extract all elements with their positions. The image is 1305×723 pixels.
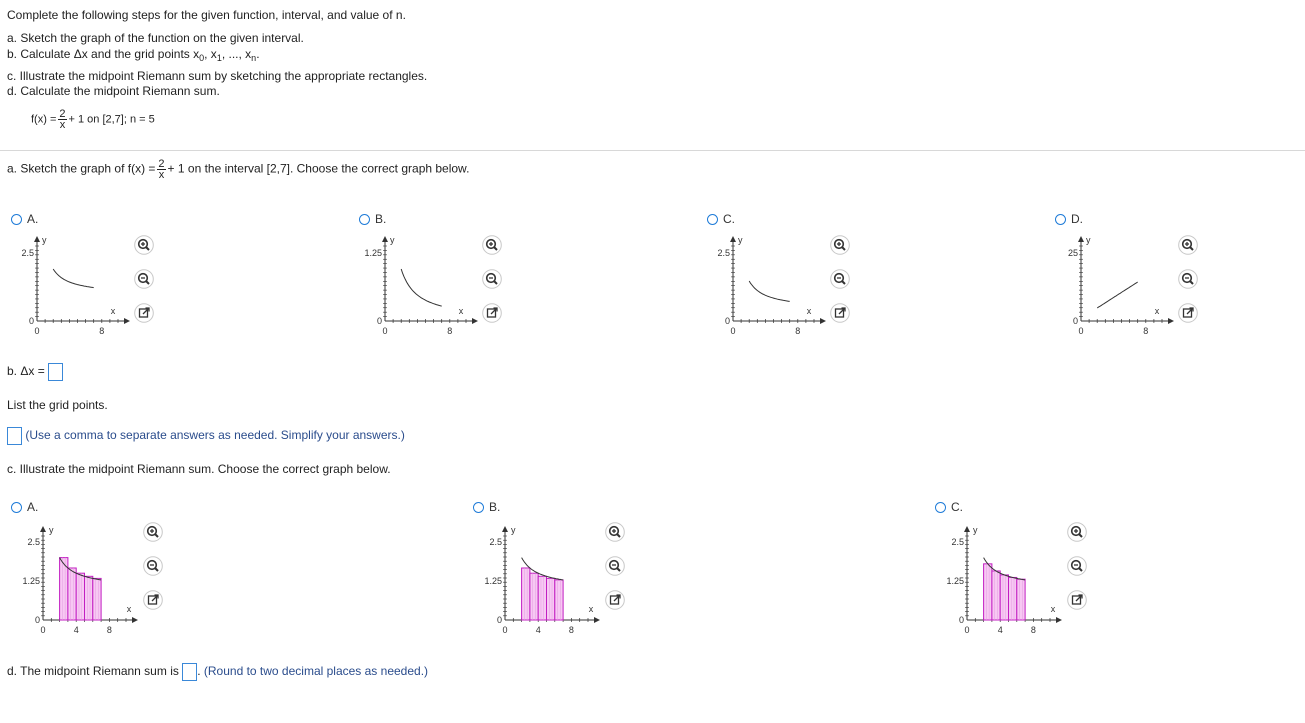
part-a-graph-b	[360, 232, 490, 342]
y-tick-label-zero: 0	[958, 615, 964, 625]
zoom-in-icon[interactable]	[134, 235, 154, 255]
y-axis-label: y	[511, 525, 516, 535]
part-d-row: d. The midpoint Riemann sum is . (Round to two decimal places as needed.)	[7, 663, 428, 681]
riemann-rectangle	[76, 573, 84, 620]
zoom-out-icon[interactable]	[1067, 556, 1087, 576]
part-a-option-b[interactable]: B.	[359, 212, 386, 226]
radio-button[interactable]	[359, 214, 370, 225]
function-curve	[53, 269, 93, 288]
riemann-rectangle	[547, 578, 555, 620]
x-tick-label-0: 0	[1078, 326, 1084, 336]
zoom-in-icon[interactable]	[482, 235, 502, 255]
x-tick-label-0: 0	[964, 625, 970, 635]
radio-button[interactable]	[935, 502, 946, 513]
y-axis-arrow	[964, 526, 970, 532]
y-axis-label: y	[390, 235, 395, 245]
y-tick-label-zero: 0	[376, 316, 382, 326]
y-axis-label: y	[738, 235, 743, 245]
x-tick-label-8: 8	[447, 326, 453, 336]
riemann-rectangle	[522, 568, 530, 620]
part-c-graph-a	[12, 518, 152, 633]
y-tick-label-zero: 0	[724, 316, 730, 326]
step-a-text: a. Sketch the graph of the function on the given interval.	[7, 31, 304, 45]
riemann-rectangle	[93, 578, 101, 620]
riemann-rectangle	[1017, 579, 1025, 620]
part-c-option-b[interactable]: B.	[473, 500, 500, 514]
x-tick-label-0: 0	[382, 326, 388, 336]
zoom-in-icon[interactable]	[605, 522, 625, 542]
x-axis-label: x	[806, 306, 812, 316]
part-c-prompt: c. Illustrate the midpoint Riemann sum. Choose the correct graph below.	[7, 462, 391, 476]
radio-button[interactable]	[473, 502, 484, 513]
x-axis-arrow	[132, 617, 138, 623]
y-tick-label-top: 2.5	[717, 248, 730, 258]
riemann-rectangle	[1009, 577, 1017, 620]
zoom-out-icon[interactable]	[830, 269, 850, 289]
grid-points-answer-box[interactable]	[7, 427, 22, 445]
open-external-icon[interactable]	[1178, 303, 1198, 323]
y-axis-label: y	[973, 525, 978, 535]
y-tick-label-top: 2.5	[951, 537, 964, 547]
x-tick-label-8: 8	[106, 625, 112, 635]
y-tick-label-top: 2.5	[489, 537, 502, 547]
function-curve	[749, 281, 790, 301]
function-curve	[1097, 282, 1138, 308]
riemann-rectangle	[555, 580, 563, 620]
x-tick-label-0: 0	[730, 326, 736, 336]
function-curve	[401, 269, 442, 306]
x-tick-label-8: 8	[1143, 326, 1149, 336]
step-d-text: d. Calculate the midpoint Riemann sum.	[7, 84, 220, 98]
part-a-graph-c	[708, 232, 838, 342]
zoom-out-icon[interactable]	[134, 269, 154, 289]
y-axis-arrow	[40, 526, 46, 532]
section-divider	[0, 150, 1305, 151]
part-a-graph-d	[1056, 232, 1186, 342]
open-external-icon[interactable]	[605, 590, 625, 610]
x-tick-label-4: 4	[73, 625, 79, 635]
part-a-option-c[interactable]: C.	[707, 212, 735, 226]
part-c-option-a[interactable]: A.	[11, 500, 38, 514]
riemann-sum-hint: (Round to two decimal places as needed.)	[203, 664, 429, 679]
y-tick-label-mid: 1.25	[484, 576, 502, 586]
zoom-out-icon[interactable]	[143, 556, 163, 576]
riemann-rectangle	[68, 568, 76, 620]
riemann-rectangle	[85, 576, 93, 620]
x-tick-label-4: 4	[997, 625, 1003, 635]
y-tick-label-mid: 1.25	[946, 576, 964, 586]
zoom-in-icon[interactable]	[1067, 522, 1087, 542]
riemann-rectangle	[992, 571, 1000, 620]
y-axis-arrow	[34, 236, 40, 242]
x-axis-arrow	[1168, 318, 1174, 324]
y-axis-arrow	[502, 526, 508, 532]
riemann-sum-answer-box[interactable]	[182, 663, 197, 681]
step-b-text: b. Calculate Δx and the grid points $x_0$, $x_1$, ..., $x_n$.	[7, 47, 260, 63]
y-axis-arrow	[382, 236, 388, 242]
zoom-in-icon[interactable]	[830, 235, 850, 255]
radio-button[interactable]	[707, 214, 718, 225]
open-external-icon[interactable]	[1067, 590, 1087, 610]
step-c-text: c. Illustrate the midpoint Riemann sum by sketching the appropriate rectangles.	[7, 69, 428, 83]
y-tick-label-zero: 0	[34, 615, 40, 625]
x-tick-label-4: 4	[535, 625, 541, 635]
zoom-in-icon[interactable]	[1178, 235, 1198, 255]
x-axis-label: x	[1050, 604, 1056, 614]
y-tick-label-top: 1.25	[364, 248, 382, 258]
riemann-rectangle	[984, 564, 992, 620]
y-tick-label-top: 2.5	[21, 248, 34, 258]
x-tick-label-8: 8	[795, 326, 801, 336]
grid-points-label: List the grid points.	[7, 398, 108, 412]
y-tick-label-mid: 1.25	[22, 576, 40, 586]
part-c-graph-b	[474, 518, 614, 633]
open-external-icon[interactable]	[134, 303, 154, 323]
y-tick-label-top: 2.5	[27, 537, 40, 547]
riemann-rectangle	[538, 576, 546, 620]
x-tick-label-8: 8	[568, 625, 574, 635]
problem-intro: Complete the following steps for the given function, interval, and value of n.	[7, 8, 406, 22]
part-c-graph-c	[936, 518, 1076, 633]
part-a-option-a[interactable]: A.	[11, 212, 38, 226]
part-a-option-d[interactable]: D.	[1055, 212, 1083, 226]
radio-button[interactable]	[1055, 214, 1066, 225]
x-axis-arrow	[594, 617, 600, 623]
zoom-out-icon[interactable]	[605, 556, 625, 576]
x-tick-label-8: 8	[99, 326, 105, 336]
function-definition: f(x) = $\frac{2}{x}$ + 1 on [2,7]; n = 5	[31, 108, 155, 131]
y-axis-label: y	[49, 525, 54, 535]
zoom-in-icon[interactable]	[143, 522, 163, 542]
part-c-option-c[interactable]: C.	[935, 500, 963, 514]
x-tick-label-0: 0	[40, 625, 46, 635]
x-axis-label: x	[458, 306, 464, 316]
grid-points-row	[7, 427, 405, 445]
y-tick-label-zero: 0	[28, 316, 34, 326]
grid-points-hint: (Use a comma to separate answers as needed. Simplify your answers.)	[25, 428, 405, 443]
x-tick-label-0: 0	[34, 326, 40, 336]
x-tick-label-8: 8	[1030, 625, 1036, 635]
x-axis-arrow	[820, 318, 826, 324]
open-external-icon[interactable]	[143, 590, 163, 610]
radio-button[interactable]	[11, 502, 22, 513]
riemann-rectangle	[1000, 575, 1008, 620]
zoom-out-icon[interactable]	[482, 269, 502, 289]
y-axis-arrow	[730, 236, 736, 242]
y-tick-label-zero: 0	[496, 615, 502, 625]
part-a-graph-a	[12, 232, 142, 342]
x-axis-label: x	[588, 604, 594, 614]
riemann-rectangle	[530, 573, 538, 620]
x-axis-arrow	[124, 318, 130, 324]
x-axis-label: x	[126, 604, 132, 614]
open-external-icon[interactable]	[482, 303, 502, 323]
y-axis-label: y	[1086, 235, 1091, 245]
y-tick-label-top: 25	[1067, 248, 1078, 258]
x-axis-label: x	[1154, 306, 1160, 316]
radio-button[interactable]	[11, 214, 22, 225]
y-axis-label: y	[42, 235, 47, 245]
x-axis-arrow	[472, 318, 478, 324]
x-axis-label: x	[110, 306, 116, 316]
x-axis-arrow	[1056, 617, 1062, 623]
y-axis-arrow	[1078, 236, 1084, 242]
part-b-dx: b. Δx =	[7, 363, 63, 381]
part-a-prompt: a. Sketch the graph of f(x) = $\frac{2}{x}$ + 1 on the interval [2,7]. Choose the correct graph below.	[7, 158, 470, 181]
zoom-out-icon[interactable]	[1178, 269, 1198, 289]
x-tick-label-0: 0	[502, 625, 508, 635]
y-tick-label-zero: 0	[1072, 316, 1078, 326]
dx-answer-box[interactable]	[48, 363, 63, 381]
open-external-icon[interactable]	[830, 303, 850, 323]
